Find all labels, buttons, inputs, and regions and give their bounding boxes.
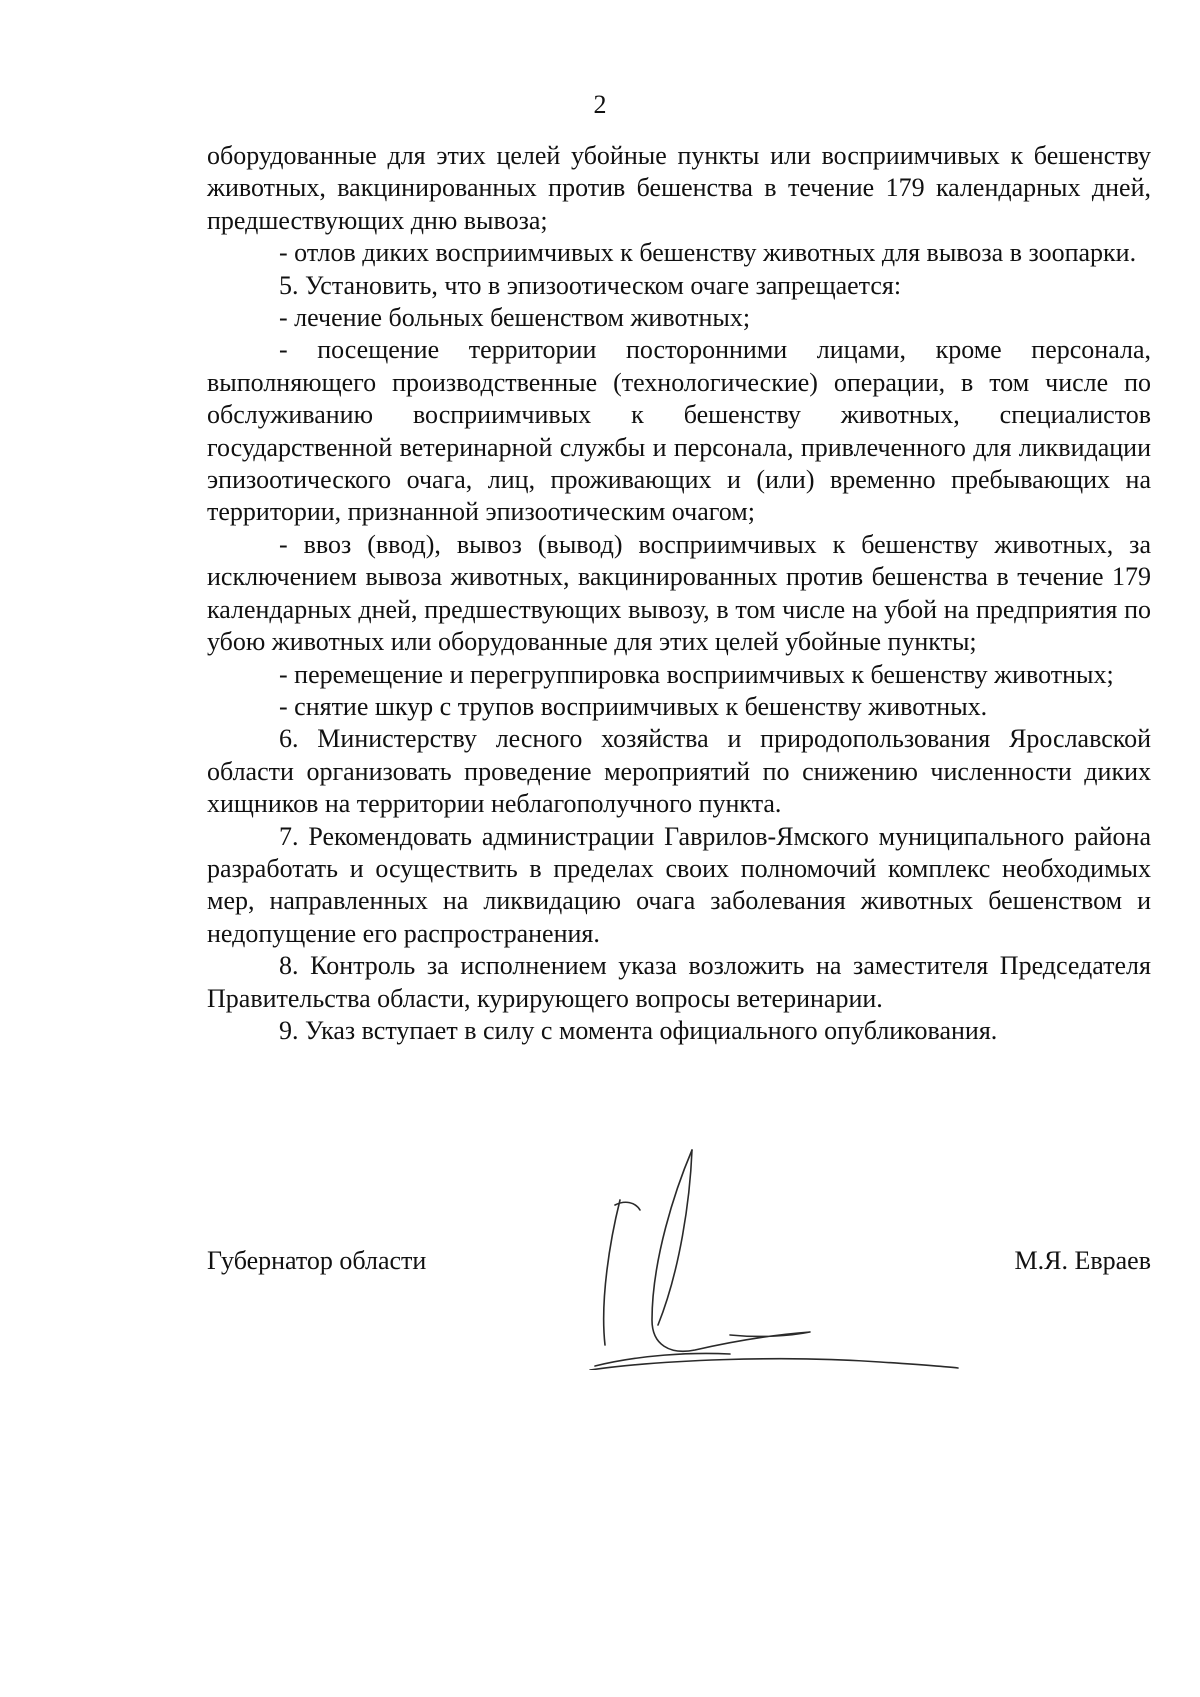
document-body — [207, 140, 1151, 1047]
handwritten-signature — [580, 1130, 960, 1370]
signer-name: М.Я. Евраев — [1014, 1246, 1151, 1275]
paragraph-item-regrouping: - перемещение и перегруппировка восприимчивых к бешенству животных; — [279, 659, 1114, 689]
page-number: 2 — [593, 90, 607, 119]
paragraph-item-skinning: - снятие шкур с трупов восприимчивых к бешенству животных. — [279, 691, 988, 721]
paragraph-item-7: 7. Рекомендовать администрации Гаврилов-Ямского муниципального района разработать и осуществить в пределах своих полномочий комплекс необходимых мер, направленных на ликвидацию очага заболевания животных бешенством и недопущение его распространения. — [207, 821, 1151, 948]
signer-title: Губернатор области — [207, 1246, 427, 1275]
paragraph-item-import-export: - ввоз (ввод), вывоз (вывод) восприимчивых к бешенству животных, за исключением вывоза животных, вакцинированных против бешенства в течение 179 календарных дней, предшествующих вывозу, в том числе на убой на предприятия по убою животных или оборудованные для этих целей убойные пункты; — [207, 529, 1151, 657]
paragraph-item-visiting: - посещение территории посторонними лицами, кроме персонала, выполняющего производственные (технологические) операции, в том числе по обслуживанию восприимчивых к бешенству животных, специалистов государственной ветеринарной службы и персонала, привлеченного для ликвидации эпизоотического очага, лиц, проживающих и (или) временно пребывающих на территории, признанной эпизоотическим очагом; — [207, 335, 1151, 527]
paragraph-item-5: 5. Установить, что в эпизоотическом очаге запрещается: — [279, 270, 902, 300]
paragraph-item-9: 9. Указ вступает в силу с момента официального опубликования. — [279, 1015, 998, 1045]
paragraph-item-6: 6. Министерству лесного хозяйства и природопользования Ярославской области организовать проведение мероприятий по снижению численности диких хищников на территории неблагополучного пункта. — [207, 724, 1151, 819]
paragraph-item-8: 8. Контроль за исполнением указа возложить на заместителя Председателя Правительства области, курирующего вопросы ветеринарии. — [207, 951, 1151, 1013]
paragraph-item-treatment: - лечение больных бешенством животных; — [279, 303, 751, 333]
paragraph-item-capture-wild: - отлов диких восприимчивых к бешенству животных для вывоза в зоопарки. — [279, 238, 1137, 268]
paragraph-continuation: оборудованные для этих целей убойные пункты или восприимчивых к бешенству животных, вакцинированных против бешенства в течение 179 календарных дней, предшествующих дню вывоза; — [207, 141, 1151, 235]
